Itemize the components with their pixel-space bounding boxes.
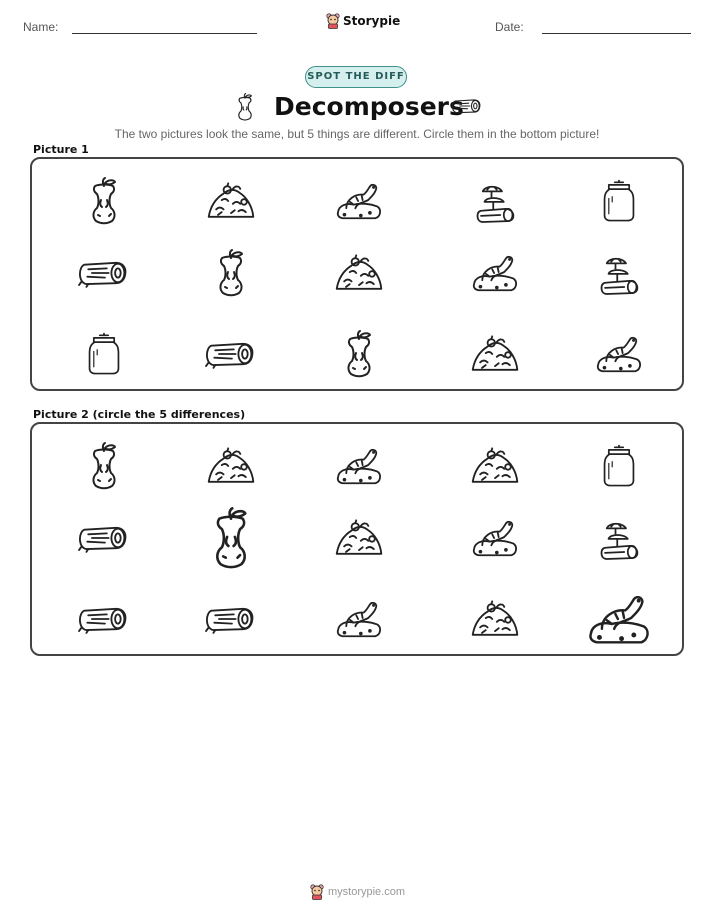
log-icon[interactable] xyxy=(206,605,256,633)
worm-icon xyxy=(333,181,385,221)
apple-core-icon xyxy=(84,177,124,225)
apple-core-icon xyxy=(233,93,257,121)
jar-icon[interactable] xyxy=(602,443,636,489)
log-icon[interactable] xyxy=(79,605,129,633)
picture2-panel[interactable] xyxy=(30,422,684,656)
storypie-logo xyxy=(326,13,400,29)
mushroom-log-icon xyxy=(598,250,640,296)
compost-pile-icon[interactable] xyxy=(205,446,257,486)
apple-core-icon[interactable] xyxy=(84,442,124,490)
compost-pile-icon[interactable] xyxy=(469,446,521,486)
name-field[interactable] xyxy=(72,33,257,34)
worm-icon xyxy=(469,253,521,293)
picture1-panel xyxy=(30,157,684,391)
bear-mascot-icon xyxy=(326,13,340,29)
mushroom-log-icon[interactable] xyxy=(598,515,640,561)
worm-icon[interactable] xyxy=(333,599,385,639)
jar-icon xyxy=(602,178,636,224)
date-field[interactable] xyxy=(542,33,691,34)
jar-icon xyxy=(87,331,121,377)
log-icon xyxy=(452,97,482,115)
compost-pile-icon xyxy=(333,253,385,293)
footer xyxy=(310,884,405,900)
log-icon xyxy=(79,259,129,287)
worm-icon[interactable] xyxy=(584,592,654,646)
worm-icon[interactable] xyxy=(333,446,385,486)
apple-core-icon xyxy=(339,330,379,378)
compost-pile-icon[interactable] xyxy=(469,599,521,639)
worm-icon[interactable] xyxy=(469,518,521,558)
compost-pile-icon[interactable] xyxy=(333,518,385,558)
mushroom-log-icon xyxy=(474,178,516,224)
apple-core-icon xyxy=(211,249,251,297)
compost-pile-icon xyxy=(205,181,257,221)
worm-icon xyxy=(593,334,645,374)
log-icon xyxy=(206,340,256,368)
apple-core-icon[interactable] xyxy=(205,507,257,569)
activity-badge: SPOT THE DIFF xyxy=(305,66,407,88)
picture1-label: Picture 1 xyxy=(33,143,89,156)
name-label: Name: xyxy=(23,20,59,34)
log-icon[interactable] xyxy=(79,524,129,552)
compost-pile-icon xyxy=(469,334,521,374)
date-label: Date: xyxy=(495,20,524,34)
footer-url[interactable]: mystorypie.com xyxy=(328,886,406,898)
picture2-label: Picture 2 (circle the 5 differences) xyxy=(33,408,246,421)
instructions-text: The two pictures look the same, but 5 things are different. Circle them in the bottom picture! xyxy=(114,127,600,141)
brand-name: Storypie xyxy=(343,14,401,28)
page-title: Decomposers xyxy=(274,92,464,121)
bear-mascot-icon xyxy=(310,884,324,900)
